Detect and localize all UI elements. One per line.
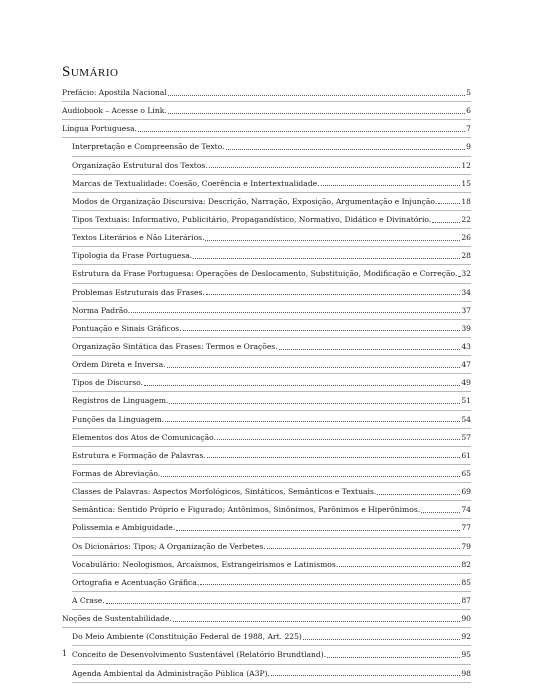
toc-entry-page: 43 [461, 341, 471, 351]
toc-entry-page: 87 [461, 595, 471, 605]
toc-entry[interactable] [62, 574, 471, 592]
toc-entry[interactable] [62, 447, 471, 465]
toc-entry-page: 28 [461, 251, 471, 261]
toc-entry-page: 37 [461, 305, 471, 315]
toc-entry[interactable] [62, 265, 471, 283]
toc-entry-label: Ordem Direta e Inversa. [72, 360, 166, 370]
toc-entry-label: Interpretação e Compreensão de Texto. [72, 142, 225, 152]
dot-leader [205, 240, 460, 241]
dot-leader [377, 494, 460, 495]
toc-entry-label: Do Meio Ambiente (Constituição Federal de 1988, Art. 225) [72, 632, 302, 642]
dot-leader [303, 639, 460, 640]
toc-entry[interactable] [62, 120, 471, 138]
toc-entry-label: Polissemia e Ambiguidade. [72, 523, 176, 533]
toc-entry[interactable] [62, 157, 471, 175]
toc-entry-label: A Crase. [72, 595, 105, 605]
toc-entry-page: 22 [461, 214, 471, 224]
toc-entry[interactable] [62, 175, 471, 193]
toc-entry[interactable] [62, 229, 471, 247]
dot-leader [321, 185, 461, 186]
toc-entry-label: Classes de Palavras: Aspectos Morfológicos, Sintáticos, Semânticos e Textuais. [72, 487, 377, 497]
toc-entry[interactable] [62, 247, 471, 265]
toc-entry-page: 18 [461, 196, 471, 206]
toc-entry-page: 32 [461, 269, 471, 279]
page-number: 1 [62, 649, 68, 658]
toc-entry[interactable] [62, 374, 471, 392]
dot-leader [161, 476, 460, 477]
toc-entry-page: 65 [461, 468, 471, 478]
dot-leader [271, 675, 460, 676]
toc-entry[interactable] [62, 211, 471, 229]
table-of-contents [62, 84, 471, 683]
toc-entry-label: Formas de Abreviação. [72, 468, 161, 478]
dot-leader [183, 330, 461, 331]
toc-entry-page: 6 [466, 106, 471, 116]
toc-entry-page: 47 [461, 360, 471, 370]
toc-entry-label: Organização Sintática das Frases: Termos e Orações. [72, 341, 278, 351]
toc-entry-label: Noções de Sustentabilidade. [62, 614, 172, 624]
dot-leader [432, 222, 460, 223]
toc-entry-page: 15 [461, 178, 471, 188]
toc-entry-label: Problemas Estruturais das Frases. [72, 287, 205, 297]
toc-entry-label: Os Dicionários: Tipos; A Organização de Verbetes. [72, 541, 266, 551]
toc-entry[interactable] [62, 84, 471, 102]
toc-entry-label: Semântica: Sentido Próprio e Figurado; Antônimos, Sinônimos, Parônimos e Hiperônimos. [72, 505, 421, 515]
toc-entry-page: 5 [466, 88, 471, 97]
dot-leader [173, 621, 460, 622]
dot-leader [131, 312, 460, 313]
row-divider [72, 682, 471, 683]
toc-entry[interactable] [62, 338, 471, 356]
toc-entry-page: 77 [461, 523, 471, 533]
dot-leader [207, 457, 461, 458]
toc-entry-label: Norma Padrão. [72, 305, 131, 315]
dot-leader [169, 403, 460, 404]
toc-entry-page: 49 [461, 378, 471, 388]
toc-entry-label: Registros de Linguagem. [72, 396, 169, 406]
toc-entry[interactable] [62, 138, 471, 156]
dot-leader [193, 258, 460, 259]
toc-entry-label: Elementos dos Atos de Comunicação. [72, 432, 216, 442]
toc-entry-label: Textos Literários e Não Literários. [72, 233, 205, 243]
toc-entry-page: 74 [461, 505, 471, 515]
toc-entry[interactable] [62, 556, 471, 574]
toc-entry-label: Organização Estrutural dos Textos. [72, 160, 208, 170]
toc-entry[interactable] [62, 193, 471, 211]
toc-entry[interactable] [62, 356, 471, 374]
dot-leader [327, 657, 460, 658]
toc-entry-label: Estrutura e Formação de Palavras. [72, 450, 206, 460]
toc-entry[interactable] [62, 465, 471, 483]
dot-leader [168, 95, 465, 96]
toc-entry[interactable] [62, 519, 471, 537]
dot-leader [458, 276, 460, 277]
toc-entry[interactable] [62, 501, 471, 519]
toc-entry-label: Prefácio: Apostila Nacional [62, 88, 167, 97]
toc-entry[interactable] [62, 665, 471, 683]
toc-entry-label: Funções da Linguagem. [72, 414, 165, 424]
toc-entry-page: 92 [461, 632, 471, 642]
toc-entry[interactable] [62, 646, 471, 664]
toc-entry[interactable] [62, 429, 471, 447]
toc-entry-label: Tipos Textuais: Informativo, Publicitário, Propagandístico, Normativo, Didático e Divinatório. [72, 214, 432, 224]
dot-leader [267, 548, 461, 549]
toc-entry[interactable] [62, 592, 471, 610]
dot-leader [279, 349, 461, 350]
toc-entry-page: 61 [461, 450, 471, 460]
toc-entry[interactable] [62, 320, 471, 338]
toc-entry-page: 90 [461, 614, 471, 624]
toc-entry-label: Língua Portuguesa. [62, 124, 138, 134]
toc-entry-label: Estrutura da Frase Portuguesa: Operações de Deslocamento, Substituição, Modificação e Correção. [72, 269, 458, 279]
dot-leader [168, 113, 465, 114]
toc-entry[interactable] [62, 610, 471, 628]
toc-entry[interactable] [62, 628, 471, 646]
toc-entry-label: Marcas de Textualidade: Coesão, Coerência e Intertextualidade. [72, 178, 320, 188]
toc-entry-label: Tipos de Discurso. [72, 378, 143, 388]
toc-entry-page: 51 [461, 396, 471, 406]
toc-entry[interactable] [62, 102, 471, 120]
page-title: Sumário [62, 64, 119, 80]
toc-entry-page: 98 [461, 668, 471, 678]
toc-entry-page: 54 [461, 414, 471, 424]
toc-entry-page: 12 [461, 160, 471, 170]
dot-leader [421, 512, 460, 513]
toc-entry[interactable] [62, 284, 471, 302]
dot-leader [106, 603, 461, 604]
toc-entry-page: 95 [461, 650, 471, 660]
toc-entry-label: Audiobook – Acesse o Link. [62, 106, 167, 116]
toc-entry-label: Agenda Ambiental da Administração Pública (A3P). [72, 668, 270, 678]
toc-entry-page: 79 [461, 541, 471, 551]
toc-entry-page: 9 [466, 142, 471, 152]
toc-entry[interactable] [62, 538, 471, 556]
toc-entry[interactable] [62, 302, 471, 320]
toc-entry-page: 82 [461, 559, 471, 569]
dot-leader [200, 584, 460, 585]
toc-entry-page: 39 [461, 323, 471, 333]
dot-leader [438, 203, 460, 204]
toc-entry[interactable] [62, 392, 471, 410]
toc-entry-page: 26 [461, 233, 471, 243]
dot-leader [176, 530, 460, 531]
dot-leader [138, 131, 465, 132]
toc-entry-page: 7 [466, 124, 471, 134]
toc-entry-page: 34 [461, 287, 471, 297]
dot-leader [339, 566, 460, 567]
dot-leader [165, 421, 460, 422]
dot-leader [144, 385, 460, 386]
toc-entry-label: Vocabulário: Neologismos, Arcaísmos, Estrangeirismos e Latinismos. [72, 559, 339, 569]
toc-entry-page: 69 [461, 487, 471, 497]
dot-leader [226, 149, 466, 150]
toc-entry-label: Pontuação e Sinais Gráficos. [72, 323, 182, 333]
toc-entry-label: Conceito de Desenvolvimento Sustentável (Relatório Brundtland). [72, 650, 327, 660]
toc-entry-label: Modos de Organização Discursiva: Descrição, Narração, Exposição, Argumentação e Injunção. [72, 196, 438, 206]
toc-entry-page: 85 [461, 577, 471, 587]
dot-leader [167, 367, 461, 368]
dot-leader [209, 167, 461, 168]
dot-leader [217, 439, 460, 440]
toc-entry[interactable] [62, 411, 471, 429]
dot-leader [206, 294, 461, 295]
toc-entry-label: Tipologia da Frase Portuguesa. [72, 251, 193, 261]
toc-entry-label: Ortografia e Acentuação Gráfica. [72, 577, 200, 587]
toc-entry[interactable] [62, 483, 471, 501]
toc-entry-page: 57 [461, 432, 471, 442]
